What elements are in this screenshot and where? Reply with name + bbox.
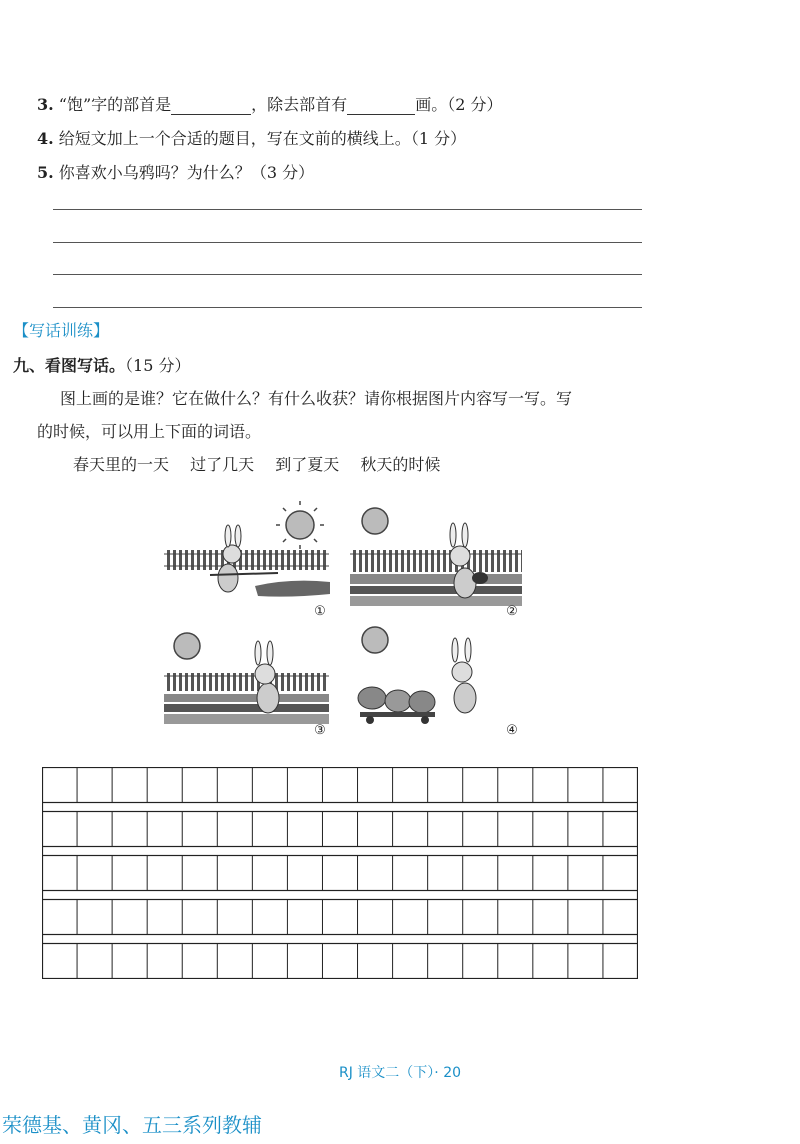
comic-panel-4 [358,627,518,738]
question-text: 画。 [415,95,448,114]
publisher-brand: 荣德基、黄冈、五三系列教辅 [2,1113,262,1137]
question-score: （3 分） [250,163,315,182]
grid-row [43,900,638,935]
word-item: 到了夏天 [275,455,340,474]
question-score: （1 分） [410,129,467,148]
answer-line[interactable] [53,274,642,275]
task-heading [13,353,190,376]
rabbit-figure [452,638,476,713]
answer-blank[interactable] [347,100,415,115]
word-item: 秋天的时候 [360,455,441,474]
grid-row [43,856,638,891]
panel-label: ② [506,604,518,619]
question-score: （2 分） [447,95,503,114]
question-number: 4. [37,129,54,148]
word-item: 春天里的一天 [73,455,170,474]
task-title: 九、看图写话。 [13,356,126,375]
grid-row [43,944,638,979]
comic-picture [160,498,525,743]
question-3 [37,92,502,115]
sun-icon [174,633,200,659]
section-title: 【写话训练】 [13,321,110,340]
task-score: （15 分） [125,356,191,375]
question-4 [37,126,466,149]
answer-blank[interactable] [171,100,251,115]
panel-label: ① [314,604,326,619]
comic-panel-1 [164,501,330,619]
task-instruction-line-2: 的时候，可以用上下面的词语。 [37,422,262,441]
panel-label: ④ [506,723,518,738]
task-instruction-line-1: 图上画的是谁？它在做什么？有什么收获？请你根据图片内容写一写。写 [60,389,573,408]
grid-row [43,812,638,847]
question-text: “饱”字的部首是 [58,95,172,114]
question-text: ，除去部首有 [251,95,348,114]
question-number: 5. [37,163,54,182]
comic-panel-2 [350,508,522,619]
answer-line[interactable] [53,242,642,243]
answer-line[interactable] [53,307,642,308]
answer-line[interactable] [53,209,642,210]
word-item: 过了几天 [190,455,255,474]
question-number: 3. [37,95,54,114]
writing-grid[interactable] [42,767,638,979]
grid-row [43,768,638,803]
sun-icon [362,627,388,653]
page-footer: RJ 语文二（下）· 20 [338,1065,462,1081]
question-text: 给短文加上一个合适的题目，写在文前的横线上。 [58,129,411,148]
sun-icon [362,508,388,534]
sun-icon [286,511,314,539]
question-text: 你喜欢小乌鸦吗？为什么？ [58,163,251,182]
panel-label: ③ [314,723,326,738]
question-5 [37,160,314,183]
word-bank [73,452,456,475]
comic-panel-3 [164,633,329,738]
